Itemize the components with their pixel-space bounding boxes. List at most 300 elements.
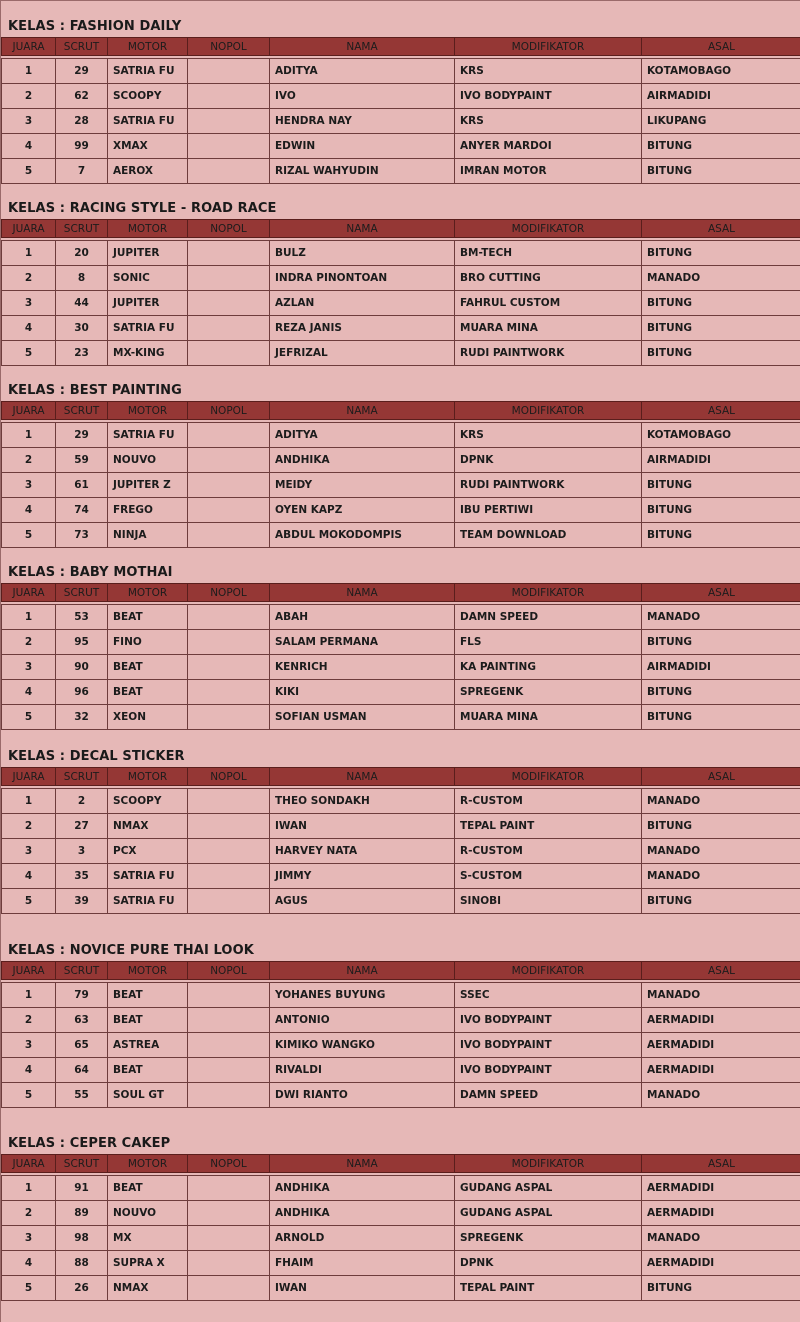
column-header-asal: ASAL <box>642 220 800 238</box>
cell-asal: BITUNG <box>642 134 800 159</box>
cell-modifikator: FLS <box>455 630 642 655</box>
cell-nama: RIZAL WAHYUDIN <box>270 159 455 184</box>
cell-juara: 4 <box>2 316 56 341</box>
cell-nama: AGUS <box>270 889 455 914</box>
cell-asal: BITUNG <box>642 523 800 548</box>
cell-modifikator: RUDI PAINTWORK <box>455 341 642 366</box>
cell-juara: 2 <box>2 266 56 291</box>
cell-asal: MANADO <box>642 983 800 1008</box>
cell-nopol <box>188 1058 270 1083</box>
cell-nama: SOFIAN USMAN <box>270 705 455 730</box>
cell-asal: AIRMADIDI <box>642 84 800 109</box>
table-row <box>2 889 800 914</box>
cell-modifikator: BRO CUTTING <box>455 266 642 291</box>
cell-nopol <box>188 1176 270 1201</box>
table-row <box>2 630 800 655</box>
cell-nopol <box>188 839 270 864</box>
cell-modifikator: BM-TECH <box>455 241 642 266</box>
cell-juara: 3 <box>2 473 56 498</box>
header-row <box>2 962 800 980</box>
cell-nopol <box>188 1276 270 1301</box>
cell-asal: MANADO <box>642 605 800 630</box>
cell-nopol <box>188 1083 270 1108</box>
table-row <box>2 1251 800 1276</box>
cell-juara: 5 <box>2 1083 56 1108</box>
cell-modifikator: IVO BODYPAINT <box>455 1008 642 1033</box>
cell-motor: SATRIA FU <box>108 864 188 889</box>
cell-modifikator: FAHRUL CUSTOM <box>455 291 642 316</box>
cell-scrut: 65 <box>56 1033 108 1058</box>
cell-modifikator: DPNK <box>455 448 642 473</box>
cell-juara: 5 <box>2 1276 56 1301</box>
column-header-juara: JUARA <box>2 402 56 420</box>
cell-motor: BEAT <box>108 1008 188 1033</box>
cell-asal: BITUNG <box>642 341 800 366</box>
cell-nopol <box>188 291 270 316</box>
class-title: KELAS : CEPER CAKEP <box>8 1136 171 1151</box>
cell-nama: KIMIKO WANGKO <box>270 1033 455 1058</box>
header-row <box>2 768 800 786</box>
cell-asal: AERMADIDI <box>642 1008 800 1033</box>
cell-nopol <box>188 889 270 914</box>
cell-motor: SONIC <box>108 266 188 291</box>
table-row <box>2 291 800 316</box>
cell-scrut: 96 <box>56 680 108 705</box>
cell-nama: ADITYA <box>270 59 455 84</box>
class-title: KELAS : DECAL STICKER <box>8 749 185 764</box>
cell-juara: 3 <box>2 109 56 134</box>
cell-nopol <box>188 109 270 134</box>
cell-scrut: 79 <box>56 983 108 1008</box>
class-section <box>1 17 800 184</box>
cell-asal: MANADO <box>642 1226 800 1251</box>
column-header-asal: ASAL <box>642 38 800 56</box>
cell-motor: FINO <box>108 630 188 655</box>
cell-asal: BITUNG <box>642 705 800 730</box>
cell-juara: 3 <box>2 655 56 680</box>
table-row <box>2 864 800 889</box>
cell-asal: AERMADIDI <box>642 1251 800 1276</box>
cell-motor: BEAT <box>108 1058 188 1083</box>
cell-asal: KOTAMOBAGO <box>642 423 800 448</box>
cell-modifikator: SPREGENK <box>455 1226 642 1251</box>
cell-nopol <box>188 241 270 266</box>
cell-motor: NOUVO <box>108 1201 188 1226</box>
cell-motor: NOUVO <box>108 448 188 473</box>
cell-juara: 1 <box>2 1176 56 1201</box>
cell-asal: BITUNG <box>642 291 800 316</box>
table-row <box>2 134 800 159</box>
cell-nama: BULZ <box>270 241 455 266</box>
cell-nopol <box>188 134 270 159</box>
cell-asal: BITUNG <box>642 680 800 705</box>
table-row <box>2 59 800 84</box>
table-row <box>2 839 800 864</box>
column-header-modifikator: MODIFIKATOR <box>455 584 642 602</box>
cell-nama: ANDHIKA <box>270 1201 455 1226</box>
cell-juara: 5 <box>2 705 56 730</box>
table-row <box>2 1058 800 1083</box>
cell-scrut: 99 <box>56 134 108 159</box>
cell-modifikator: R-CUSTOM <box>455 789 642 814</box>
cell-motor: BEAT <box>108 1176 188 1201</box>
cell-nopol <box>188 630 270 655</box>
cell-asal: BITUNG <box>642 1276 800 1301</box>
column-header-scrut: SCRUT <box>56 1155 108 1173</box>
cell-scrut: 62 <box>56 84 108 109</box>
cell-scrut: 74 <box>56 498 108 523</box>
cell-juara: 4 <box>2 1251 56 1276</box>
cell-modifikator: R-CUSTOM <box>455 839 642 864</box>
cell-scrut: 20 <box>56 241 108 266</box>
cell-motor: SCOOPY <box>108 84 188 109</box>
table-row <box>2 316 800 341</box>
cell-motor: MX-KING <box>108 341 188 366</box>
cell-asal: BITUNG <box>642 889 800 914</box>
cell-juara: 4 <box>2 1058 56 1083</box>
table-row <box>2 983 800 1008</box>
cell-motor: PCX <box>108 839 188 864</box>
cell-nama: JIMMY <box>270 864 455 889</box>
cell-scrut: 30 <box>56 316 108 341</box>
cell-juara: 2 <box>2 84 56 109</box>
column-header-juara: JUARA <box>2 768 56 786</box>
cell-scrut: 55 <box>56 1083 108 1108</box>
cell-juara: 1 <box>2 59 56 84</box>
column-header-asal: ASAL <box>642 962 800 980</box>
column-header-modifikator: MODIFIKATOR <box>455 38 642 56</box>
cell-asal: BITUNG <box>642 159 800 184</box>
results-table <box>1 37 800 184</box>
cell-scrut: 39 <box>56 889 108 914</box>
column-header-motor: MOTOR <box>108 38 188 56</box>
cell-modifikator: S-CUSTOM <box>455 864 642 889</box>
cell-nopol <box>188 448 270 473</box>
cell-motor: NINJA <box>108 523 188 548</box>
cell-motor: JUPITER Z <box>108 473 188 498</box>
cell-juara: 3 <box>2 291 56 316</box>
cell-motor: SATRIA FU <box>108 889 188 914</box>
cell-modifikator: SPREGENK <box>455 680 642 705</box>
cell-juara: 1 <box>2 983 56 1008</box>
header-row <box>2 38 800 56</box>
cell-scrut: 2 <box>56 789 108 814</box>
cell-motor: JUPITER <box>108 291 188 316</box>
cell-scrut: 7 <box>56 159 108 184</box>
cell-scrut: 23 <box>56 341 108 366</box>
cell-nama: IWAN <box>270 814 455 839</box>
cell-modifikator: IVO BODYPAINT <box>455 1058 642 1083</box>
table-row <box>2 523 800 548</box>
table-row <box>2 1201 800 1226</box>
cell-motor: SATRIA FU <box>108 59 188 84</box>
column-header-nama: NAMA <box>270 768 455 786</box>
cell-asal: KOTAMOBAGO <box>642 59 800 84</box>
cell-modifikator: MUARA MINA <box>455 705 642 730</box>
results-table <box>1 1154 800 1301</box>
table-row <box>2 159 800 184</box>
column-header-nopol: NOPOL <box>188 768 270 786</box>
cell-nopol <box>188 983 270 1008</box>
column-header-motor: MOTOR <box>108 1155 188 1173</box>
cell-juara: 5 <box>2 889 56 914</box>
cell-scrut: 64 <box>56 1058 108 1083</box>
table-row <box>2 498 800 523</box>
cell-modifikator: ANYER MARDOI <box>455 134 642 159</box>
column-header-asal: ASAL <box>642 584 800 602</box>
cell-modifikator: KRS <box>455 109 642 134</box>
class-title: KELAS : NOVICE PURE THAI LOOK <box>8 943 254 958</box>
cell-scrut: 28 <box>56 109 108 134</box>
column-header-nama: NAMA <box>270 962 455 980</box>
cell-modifikator: MUARA MINA <box>455 316 642 341</box>
class-section <box>1 563 800 730</box>
cell-modifikator: TEPAL PAINT <box>455 1276 642 1301</box>
results-table <box>1 767 800 914</box>
cell-motor: JUPITER <box>108 241 188 266</box>
table-row <box>2 1008 800 1033</box>
cell-nama: RIVALDI <box>270 1058 455 1083</box>
cell-nama: ABDUL MOKODOMPIS <box>270 523 455 548</box>
cell-asal: MANADO <box>642 266 800 291</box>
cell-modifikator: IMRAN MOTOR <box>455 159 642 184</box>
cell-modifikator: RUDI PAINTWORK <box>455 473 642 498</box>
cell-scrut: 91 <box>56 1176 108 1201</box>
table-row <box>2 266 800 291</box>
cell-modifikator: TEAM DOWNLOAD <box>455 523 642 548</box>
cell-scrut: 95 <box>56 630 108 655</box>
cell-modifikator: SSEC <box>455 983 642 1008</box>
cell-nama: OYEN KAPZ <box>270 498 455 523</box>
cell-motor: FREGO <box>108 498 188 523</box>
column-header-nama: NAMA <box>270 402 455 420</box>
cell-nopol <box>188 266 270 291</box>
class-section <box>1 199 800 366</box>
cell-asal: BITUNG <box>642 241 800 266</box>
cell-nama: AZLAN <box>270 291 455 316</box>
cell-scrut: 8 <box>56 266 108 291</box>
cell-nopol <box>188 84 270 109</box>
cell-nama: HARVEY NATA <box>270 839 455 864</box>
cell-nopol <box>188 498 270 523</box>
cell-modifikator: DAMN SPEED <box>455 605 642 630</box>
cell-nopol <box>188 341 270 366</box>
cell-juara: 2 <box>2 1201 56 1226</box>
cell-modifikator: IVO BODYPAINT <box>455 1033 642 1058</box>
cell-asal: AIRMADIDI <box>642 448 800 473</box>
cell-motor: NMAX <box>108 814 188 839</box>
cell-asal: AERMADIDI <box>642 1201 800 1226</box>
cell-juara: 5 <box>2 341 56 366</box>
cell-asal: BITUNG <box>642 498 800 523</box>
cell-asal: BITUNG <box>642 814 800 839</box>
cell-nama: ANDHIKA <box>270 448 455 473</box>
cell-juara: 1 <box>2 423 56 448</box>
cell-juara: 3 <box>2 1226 56 1251</box>
column-header-motor: MOTOR <box>108 584 188 602</box>
cell-scrut: 63 <box>56 1008 108 1033</box>
class-section <box>1 1134 800 1301</box>
column-header-motor: MOTOR <box>108 962 188 980</box>
results-table <box>1 401 800 548</box>
cell-scrut: 26 <box>56 1276 108 1301</box>
cell-scrut: 29 <box>56 59 108 84</box>
cell-modifikator: DPNK <box>455 1251 642 1276</box>
cell-asal: AERMADIDI <box>642 1058 800 1083</box>
cell-nama: EDWIN <box>270 134 455 159</box>
cell-nopol <box>188 316 270 341</box>
column-header-motor: MOTOR <box>108 220 188 238</box>
cell-asal: BITUNG <box>642 630 800 655</box>
column-header-modifikator: MODIFIKATOR <box>455 962 642 980</box>
cell-juara: 3 <box>2 839 56 864</box>
cell-motor: SOUL GT <box>108 1083 188 1108</box>
cell-juara: 2 <box>2 448 56 473</box>
cell-modifikator: KRS <box>455 423 642 448</box>
cell-nama: IVO <box>270 84 455 109</box>
cell-scrut: 44 <box>56 291 108 316</box>
cell-nama: SALAM PERMANA <box>270 630 455 655</box>
cell-nama: IWAN <box>270 1276 455 1301</box>
cell-asal: MANADO <box>642 789 800 814</box>
column-header-nopol: NOPOL <box>188 38 270 56</box>
column-header-asal: ASAL <box>642 402 800 420</box>
cell-asal: AERMADIDI <box>642 1176 800 1201</box>
cell-asal: BITUNG <box>642 316 800 341</box>
column-header-nopol: NOPOL <box>188 1155 270 1173</box>
cell-nama: KENRICH <box>270 655 455 680</box>
cell-nama: REZA JANIS <box>270 316 455 341</box>
cell-modifikator: GUDANG ASPAL <box>455 1176 642 1201</box>
header-row <box>2 220 800 238</box>
cell-juara: 1 <box>2 241 56 266</box>
cell-nopol <box>188 523 270 548</box>
table-row <box>2 448 800 473</box>
column-header-motor: MOTOR <box>108 402 188 420</box>
table-row <box>2 241 800 266</box>
cell-nopol <box>188 1033 270 1058</box>
cell-motor: AEROX <box>108 159 188 184</box>
cell-nama: DWI RIANTO <box>270 1083 455 1108</box>
cell-scrut: 32 <box>56 705 108 730</box>
cell-nama: KIKI <box>270 680 455 705</box>
cell-juara: 4 <box>2 134 56 159</box>
table-row <box>2 655 800 680</box>
column-header-juara: JUARA <box>2 220 56 238</box>
cell-nama: ANDHIKA <box>270 1176 455 1201</box>
results-table <box>1 583 800 730</box>
cell-nama: JEFRIZAL <box>270 341 455 366</box>
header-row <box>2 584 800 602</box>
cell-modifikator: IBU PERTIWI <box>455 498 642 523</box>
column-header-scrut: SCRUT <box>56 402 108 420</box>
cell-nama: THEO SONDAKH <box>270 789 455 814</box>
table-row <box>2 680 800 705</box>
cell-juara: 4 <box>2 498 56 523</box>
cell-nopol <box>188 655 270 680</box>
column-header-scrut: SCRUT <box>56 220 108 238</box>
column-header-nama: NAMA <box>270 220 455 238</box>
table-row <box>2 1276 800 1301</box>
cell-motor: BEAT <box>108 680 188 705</box>
cell-motor: SATRIA FU <box>108 316 188 341</box>
cell-motor: ASTREA <box>108 1033 188 1058</box>
column-header-juara: JUARA <box>2 962 56 980</box>
cell-motor: SUPRA X <box>108 1251 188 1276</box>
cell-nama: FHAIM <box>270 1251 455 1276</box>
cell-nopol <box>188 680 270 705</box>
header-row <box>2 402 800 420</box>
cell-nama: INDRA PINONTOAN <box>270 266 455 291</box>
cell-scrut: 61 <box>56 473 108 498</box>
column-header-nama: NAMA <box>270 38 455 56</box>
column-header-nopol: NOPOL <box>188 402 270 420</box>
cell-scrut: 73 <box>56 523 108 548</box>
cell-scrut: 89 <box>56 1201 108 1226</box>
table-row <box>2 1033 800 1058</box>
cell-nopol <box>188 605 270 630</box>
cell-nopol <box>188 705 270 730</box>
column-header-modifikator: MODIFIKATOR <box>455 1155 642 1173</box>
cell-modifikator: KA PAINTING <box>455 655 642 680</box>
column-header-modifikator: MODIFIKATOR <box>455 220 642 238</box>
column-header-nopol: NOPOL <box>188 220 270 238</box>
cell-asal: AERMADIDI <box>642 1033 800 1058</box>
cell-juara: 4 <box>2 864 56 889</box>
table-row <box>2 341 800 366</box>
cell-juara: 1 <box>2 605 56 630</box>
cell-nopol <box>188 864 270 889</box>
cell-juara: 2 <box>2 1008 56 1033</box>
header-row <box>2 1155 800 1173</box>
column-header-nopol: NOPOL <box>188 962 270 980</box>
column-header-nama: NAMA <box>270 1155 455 1173</box>
table-row <box>2 1176 800 1201</box>
cell-scrut: 59 <box>56 448 108 473</box>
column-header-modifikator: MODIFIKATOR <box>455 402 642 420</box>
column-header-asal: ASAL <box>642 1155 800 1173</box>
cell-juara: 3 <box>2 1033 56 1058</box>
table-row <box>2 705 800 730</box>
cell-juara: 2 <box>2 814 56 839</box>
cell-scrut: 35 <box>56 864 108 889</box>
column-header-motor: MOTOR <box>108 768 188 786</box>
table-row <box>2 84 800 109</box>
cell-nama: HENDRA NAY <box>270 109 455 134</box>
cell-modifikator: KRS <box>455 59 642 84</box>
table-row <box>2 814 800 839</box>
cell-scrut: 29 <box>56 423 108 448</box>
cell-juara: 5 <box>2 159 56 184</box>
column-header-asal: ASAL <box>642 768 800 786</box>
table-row <box>2 423 800 448</box>
cell-nopol <box>188 423 270 448</box>
cell-motor: SATRIA FU <box>108 109 188 134</box>
class-section <box>1 747 800 914</box>
cell-scrut: 90 <box>56 655 108 680</box>
class-title: KELAS : FASHION DAILY <box>8 19 182 34</box>
cell-modifikator: IVO BODYPAINT <box>455 84 642 109</box>
column-header-juara: JUARA <box>2 584 56 602</box>
cell-modifikator: GUDANG ASPAL <box>455 1201 642 1226</box>
column-header-nama: NAMA <box>270 584 455 602</box>
cell-motor: BEAT <box>108 983 188 1008</box>
table-row <box>2 1083 800 1108</box>
cell-nopol <box>188 1226 270 1251</box>
cell-nopol <box>188 159 270 184</box>
cell-asal: LIKUPANG <box>642 109 800 134</box>
cell-scrut: 3 <box>56 839 108 864</box>
